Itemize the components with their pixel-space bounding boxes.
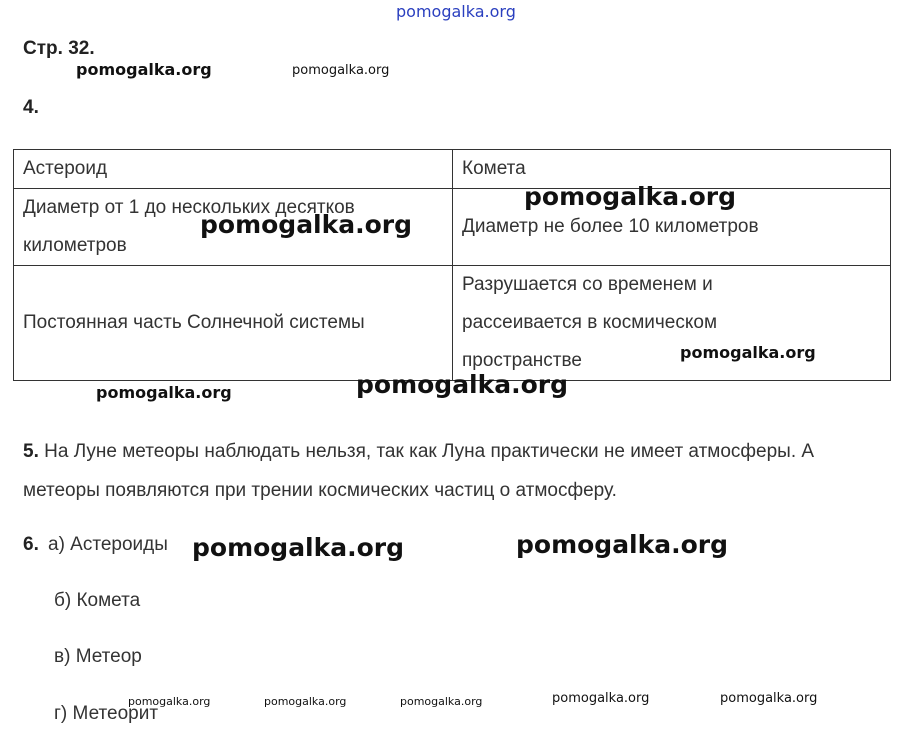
- watermark: pomogalka.org: [192, 533, 405, 562]
- answer-item: а) Астероиды: [48, 534, 168, 555]
- table-header-row: [14, 150, 891, 189]
- question-6-number: 6.: [23, 534, 39, 555]
- watermark: pomogalka.org: [128, 695, 211, 708]
- question-5-answer: На Луне метеоры наблюдать нельзя, так как Луна практически не имеет атмосферы. А метеоры появляются при трении космических частиц о атмосферу.: [23, 441, 815, 501]
- watermark: pomogalka.org: [524, 182, 737, 211]
- watermark: pomogalka.org: [516, 530, 729, 559]
- watermark: pomogalka.org: [264, 695, 347, 708]
- table-cell: Разрушается со временем и рассеивается в космическом пространстве: [453, 266, 891, 381]
- watermark: pomogalka.org: [720, 691, 818, 706]
- answer-item: б) Комета: [54, 590, 141, 611]
- watermark: pomogalka.org: [200, 210, 413, 239]
- watermark: pomogalka.org: [76, 60, 212, 79]
- answer-item: в) Метеор: [54, 646, 142, 667]
- question-5: [23, 432, 883, 510]
- watermark: pomogalka.org: [400, 695, 483, 708]
- table-cell: Диаметр от 1 до нескольких десятков километров: [14, 189, 453, 266]
- table-row: [14, 189, 891, 266]
- table-cell: Диаметр не более 10 километров: [453, 189, 891, 266]
- question-4-number: 4.: [23, 97, 39, 118]
- table-header-cell: Астероид: [14, 150, 453, 189]
- table-header-cell: Комета: [453, 150, 891, 189]
- watermark: pomogalka.org: [356, 370, 569, 399]
- table-row: [14, 266, 891, 381]
- watermark: pomogalka.org: [552, 691, 650, 706]
- watermark: pomogalka.org: [292, 63, 390, 78]
- watermark: pomogalka.org: [680, 343, 816, 362]
- watermark: pomogalka.org: [96, 383, 232, 402]
- question-5-number: 5.: [23, 441, 39, 462]
- watermark-top: pomogalka.org: [396, 2, 516, 21]
- table-cell: Постоянная часть Солнечной системы: [14, 266, 453, 381]
- page-heading: Стр. 32.: [23, 38, 95, 59]
- answer-item: г) Метеорит: [54, 703, 159, 724]
